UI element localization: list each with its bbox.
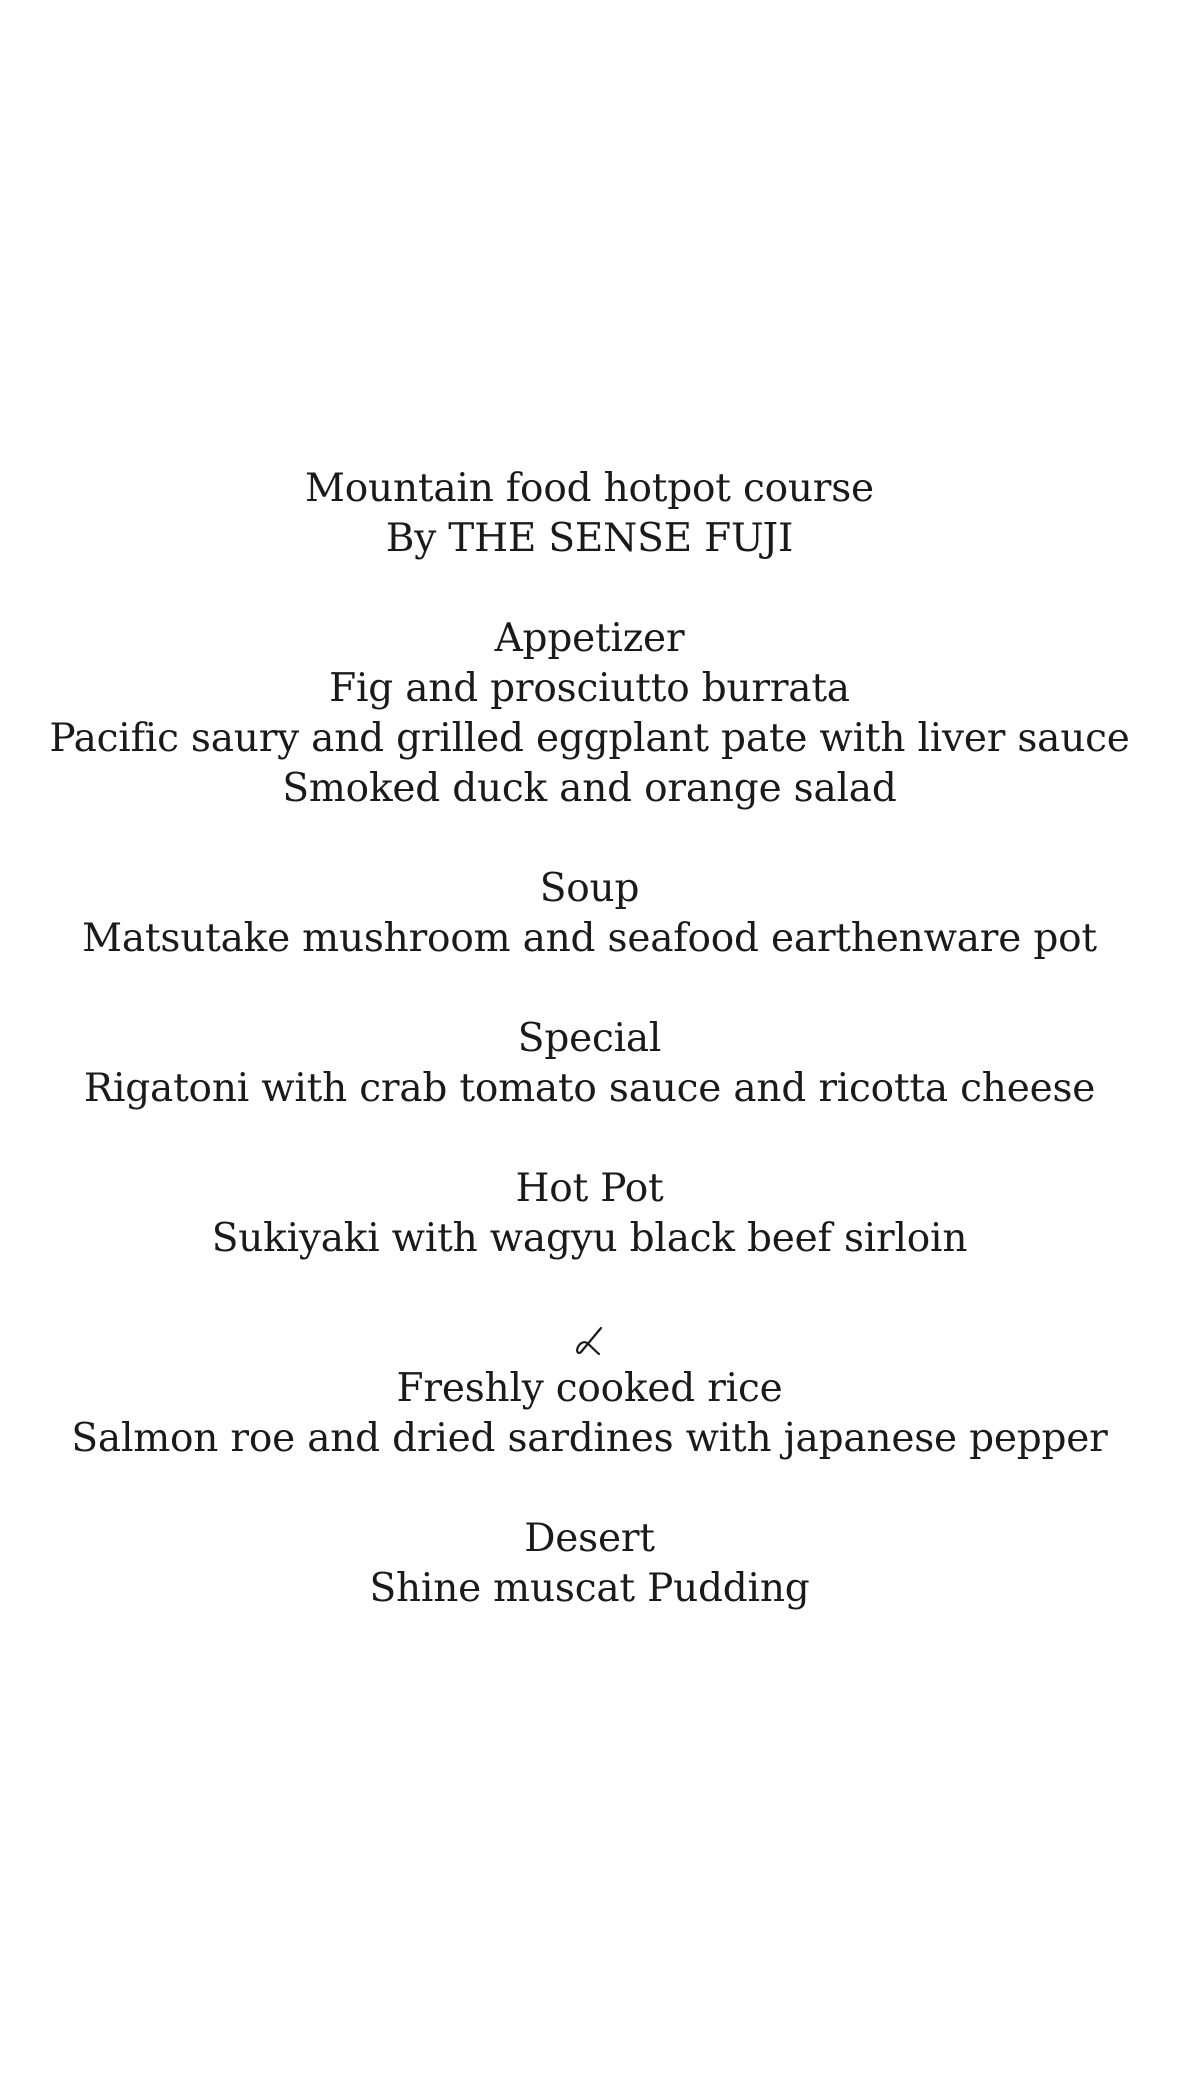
section-special [0,1014,1179,1114]
menu-item: Smoked duck and orange salad [282,766,897,811]
menu-item: Salmon roe and dried sardines with japanese pepper [71,1416,1108,1461]
spacer [0,1464,1179,1514]
spacer [0,964,1179,1014]
section-desert [0,1514,1179,1614]
section-rice [0,1314,1179,1464]
menu-title: Mountain food hotpot course [305,466,874,511]
section-appetizer [0,614,1179,814]
spacer [0,564,1179,614]
section-heading: Special [517,1016,662,1061]
menu-item: Rigatoni with crab tomato sauce and ricotta cheese [83,1066,1096,1111]
section-heading: Desert [524,1516,655,1561]
menu-header [0,464,1179,564]
menu-subtitle: By THE SENSE FUJI [385,516,794,561]
spacer [0,1114,1179,1164]
menu-card [0,464,1179,1614]
menu-item: Pacific saury and grilled eggplant pate with liver sauce [49,716,1130,761]
menu-item: Shine muscat Pudding [369,1566,810,1611]
section-soup [0,864,1179,964]
section-heading: Appetizer [494,616,685,661]
section-hot-pot [0,1164,1179,1264]
spacer [0,1264,1179,1314]
spacer [0,814,1179,864]
section-heading: Hot Pot [515,1166,664,1211]
menu-item: Fig and prosciutto burrata [329,666,850,711]
menu-item: Sukiyaki with wagyu black beef sirloin [211,1216,968,1261]
section-heading: Soup [539,866,640,911]
menu-item: Matsutake mushroom and seafood earthenware pot [82,916,1097,961]
menu-item: Freshly cooked rice [396,1366,783,1411]
handwritten-alpha-mark-icon [0,1314,1179,1364]
